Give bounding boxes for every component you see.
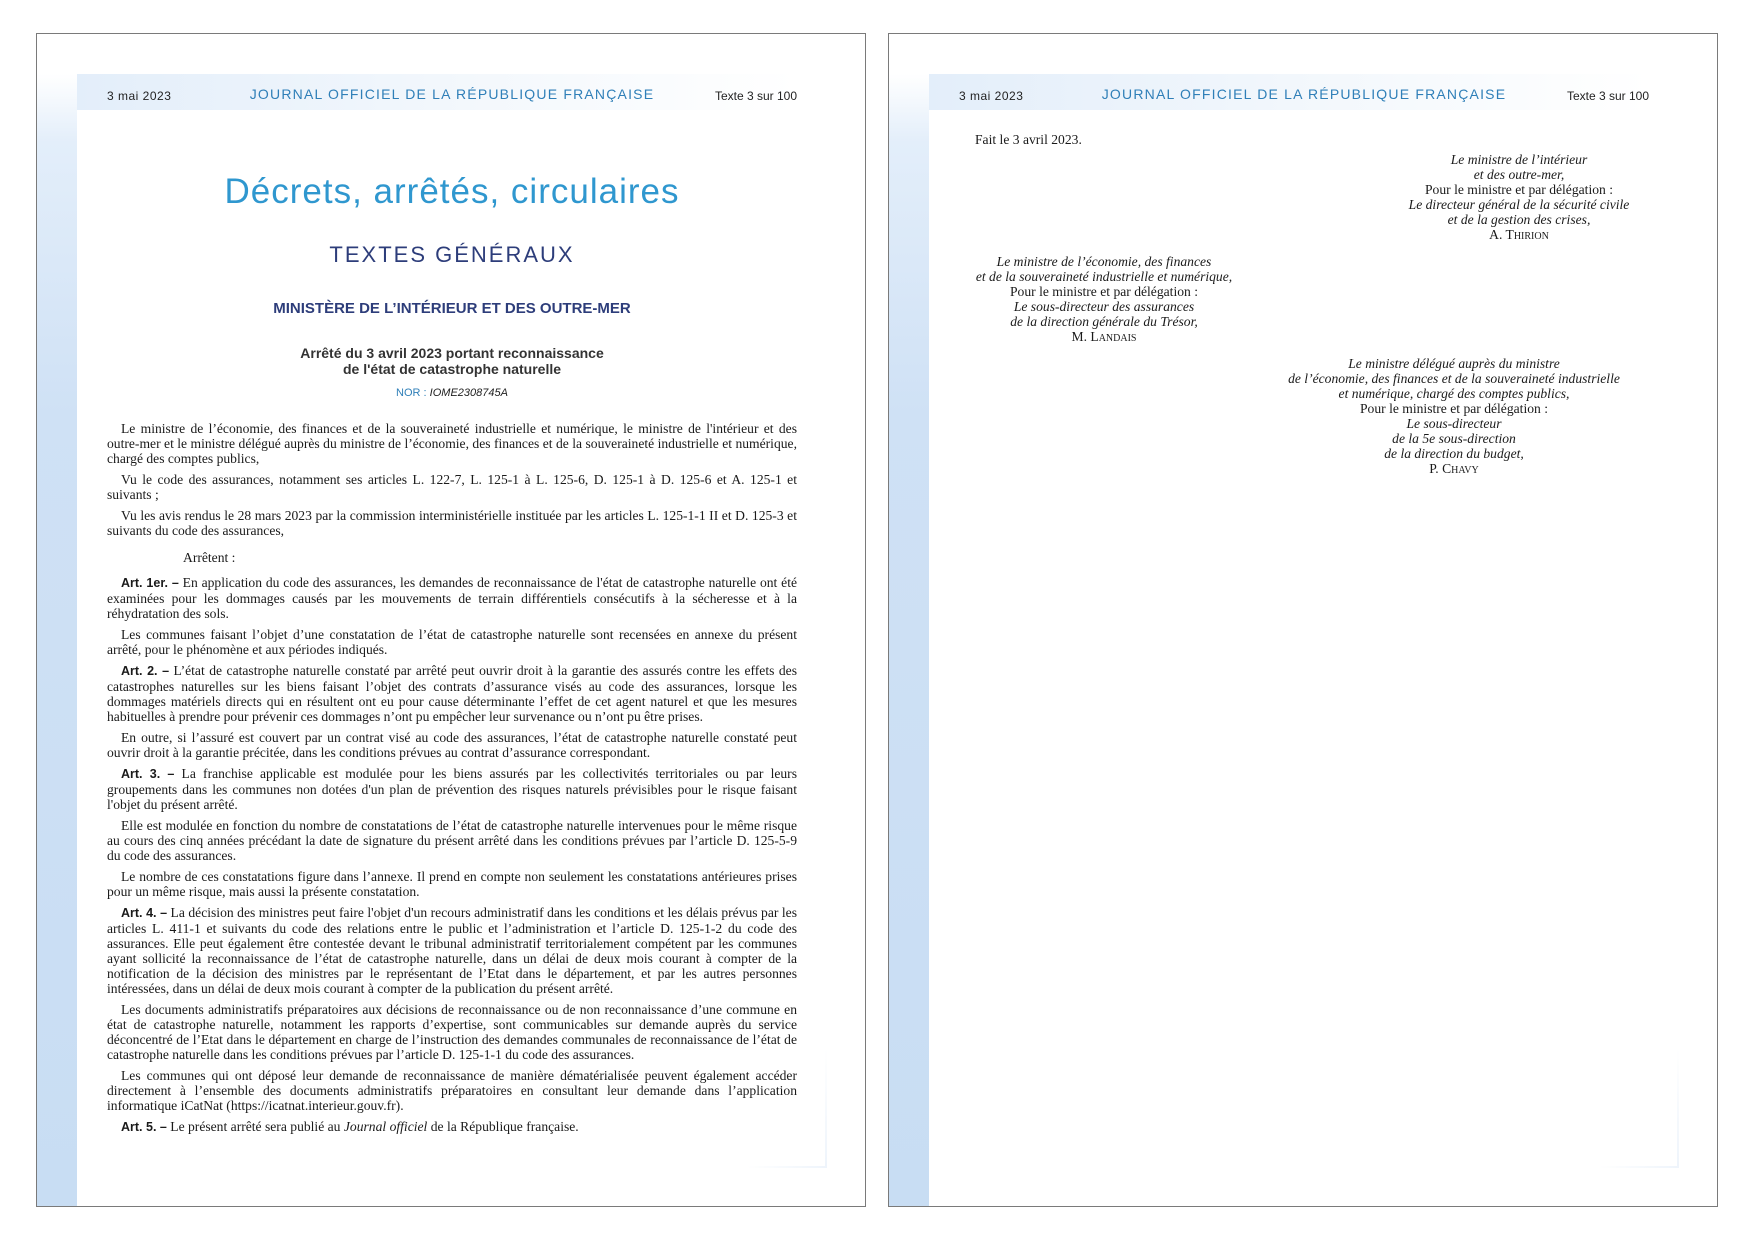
arrete-body xyxy=(107,421,797,1135)
article-2-paragraph-2: En outre, si l’assuré est couvert par un contrat visé au code des assurances, l’état de catastrophe naturelle constaté peut ouvrir droit à la garantie précitée, dans les conditions prévues au contrat d’assurance correspondant. xyxy=(107,730,797,760)
fait-le: Fait le 3 avril 2023. xyxy=(975,132,1082,147)
header-texte: Texte 3 sur 100 xyxy=(714,89,797,103)
article-5-pre: Le présent arrêté sera publié au xyxy=(170,1119,341,1134)
signature-line: Le sous-directeur des assurances xyxy=(1013,299,1195,314)
nor-label: NOR : xyxy=(396,387,427,399)
signature-line: de l’économie, des finances et de la souveraineté industrielle xyxy=(1288,371,1620,386)
preamble-paragraph: Vu les avis rendus le 28 mars 2023 par la commission interministérielle instituée par les articles L. 125-1-1 II et D. 125-3 et suivants du code des assurances, xyxy=(107,508,797,538)
page-right xyxy=(888,33,1718,1207)
section-subtitle: TEXTES GÉNÉRAUX xyxy=(329,242,575,267)
signature-line: Pour le ministre et par délégation : xyxy=(1010,284,1198,299)
signature-line: Le ministre de l’économie, des finances xyxy=(996,254,1212,269)
article-4-label: Art. 4. – xyxy=(121,906,168,920)
article-4 xyxy=(107,905,797,996)
frame-corner xyxy=(825,1048,827,1168)
journal-officiel-italic: Journal officiel xyxy=(343,1119,428,1134)
signatory-name: A. Thirion xyxy=(1489,227,1549,242)
article-5-label: Art. 5. – xyxy=(121,1120,167,1134)
header-date: 3 mai 2023 xyxy=(107,89,172,103)
article-4-paragraph-2: Les documents administratifs préparatoires aux décisions de reconnaissance ou de non reconnaissance d’une commune en état de catastrophe naturelle, notamment les rapports d’expertise, sont communicables sur demande auprès du service déconcentré de l’Etat dans le département en charge de l’instruction des demandes communales de reconnaissance de l’état de catastrophe naturelle dans les conditions prévues par l’article D. 125-1-1 du code des assurances. xyxy=(107,1002,797,1062)
header-date: 3 mai 2023 xyxy=(959,89,1024,103)
article-1-label: Art. 1er. – xyxy=(121,576,179,590)
header-journal: JOURNAL OFFICIEL DE LA RÉPUBLIQUE FRANÇAISE xyxy=(1101,86,1507,102)
signature-line: de la direction du budget, xyxy=(1384,446,1524,461)
signature-line: et numérique, chargé des comptes publics, xyxy=(1338,386,1570,401)
signature-line: de la direction générale du Trésor, xyxy=(1010,314,1198,329)
frame-corner-bottom xyxy=(1599,1166,1679,1168)
side-band xyxy=(37,74,77,1206)
header-texte: Texte 3 sur 100 xyxy=(1566,89,1649,103)
article-4-text: La décision des ministres peut faire l'objet d'un recours administratif dans les conditions et les délais prévus par les articles L. 411-1 et suivants du code des relations entre le public et l’administration et l’article D. 125-1-2 du code des assurances. Elle peut également être contestée devant le tribunal administratif territorialement compétent par les communes ayant sollicité la reconnaissance de l’état de catastrophe naturelle, dans un délai de deux mois courant à compter de la notification de la décision des ministres par le représentant de l’Etat dans le département, et par les autres personnes intéressées, dans un délai de deux mois courant à compter de la publication du présent arrêté. xyxy=(107,905,797,996)
article-1 xyxy=(107,575,797,621)
nor-value: IOME2308745A xyxy=(429,387,508,399)
article-3 xyxy=(107,766,797,812)
signature-line: Le sous-directeur xyxy=(1406,416,1502,431)
signature-line: Pour le ministre et par délégation : xyxy=(1425,182,1613,197)
article-2 xyxy=(107,663,797,724)
article-2-label: Art. 2. – xyxy=(121,664,170,678)
nor-reference xyxy=(107,387,797,399)
article-2-text: L’état de catastrophe naturelle constaté par arrêté peut ouvrir droit à la garantie des assurés contre les effets des catastrophes naturelles sur les biens faisant l’objet des contrats d’assurance visés au code des assurances, lorsque les dommages matériels directs qui en résultent ont eu pour cause déterminante l’effet de cet agent naturel et que les mesures habituelles à prendre pour prévenir ces dommages n’ont pu empêcher leur survenance ou n’ont pu être prises. xyxy=(107,663,798,724)
arrete-title xyxy=(107,345,797,377)
signature-line: et des outre-mer, xyxy=(1473,167,1565,182)
signature-block-comptes-publics xyxy=(1259,356,1649,476)
frame-corner xyxy=(1677,1048,1679,1168)
signature-line: de la 5e sous-direction xyxy=(1392,431,1516,446)
article-5-post: de la République française. xyxy=(430,1119,579,1134)
page-header xyxy=(107,86,797,110)
frame-corner-bottom xyxy=(747,1166,827,1168)
arrete-title-line-1: Arrêté du 3 avril 2023 portant reconnaissance xyxy=(300,345,604,361)
article-3-paragraph-3: Le nombre de ces constatations figure dans l’annexe. Il prend en compte non seulement les constatations antérieures prises pour un même risque, mais aussi la présente constatation. xyxy=(107,869,797,899)
article-3-text: La franchise applicable est modulée pour les biens assurés par les collectivités territoriales ou par leurs groupements dans les communes non dotées d'un plan de prévention des risques naturels prévisibles pour le risque faisant l'objet du présent arrêté. xyxy=(107,766,797,812)
preamble-paragraph: Le ministre de l’économie, des finances et de la souveraineté industrielle et numérique, le ministre de l'intérieur et des outre-mer et le ministre délégué auprès du ministre de l’économie, des finances et de la souveraineté industrielle et numérique, chargé des comptes publics, xyxy=(107,421,797,466)
arretent: Arrêtent : xyxy=(183,550,236,565)
article-3-paragraph-2: Elle est modulée en fonction du nombre de constatations de l’état de catastrophe naturelle intervenues pour le même risque au cours des cinq années précédant la date de signature du présent arrêté dans les conditions prévues par l’article D. 125-5-9 du code des assurances. xyxy=(107,818,797,863)
section-title: Décrets, arrêtés, circulaires xyxy=(224,172,680,211)
signature-block-economie xyxy=(939,254,1269,344)
article-4-paragraph-3: Les communes qui ont déposé leur demande de reconnaissance de manière dématérialisée peuvent également accéder directement à l’ensemble des documents administratifs préparatoires en consultant leur demande dans l’application informatique iCatNat (https://icatnat.interieur.gouv.fr). xyxy=(107,1068,797,1113)
ministry-heading: MINISTÈRE DE L’INTÉRIEUR ET DES OUTRE-MER xyxy=(273,300,631,317)
signature-line: Le directeur général de la sécurité civile xyxy=(1408,197,1630,212)
signature-line: Le ministre délégué auprès du ministre xyxy=(1348,356,1560,371)
signature-block-interieur xyxy=(1369,152,1669,242)
article-5 xyxy=(107,1119,797,1135)
signatory-name: M. Landais xyxy=(1071,329,1137,344)
side-band xyxy=(889,74,929,1206)
preamble-paragraph: Vu le code des assurances, notamment ses articles L. 122-7, L. 125-1 à L. 125-6, D. 125-1 à D. 125-6 et A. 125-1 et suivants ; xyxy=(107,472,797,502)
signature-line: et de la gestion des crises, xyxy=(1447,212,1591,227)
signature-line: et de la souveraineté industrielle et numérique, xyxy=(975,269,1233,284)
signatory-name: P. Chavy xyxy=(1429,461,1479,476)
signature-line: Pour le ministre et par délégation : xyxy=(1360,401,1548,416)
article-3-label: Art. 3. – xyxy=(121,767,175,781)
header-journal: JOURNAL OFFICIEL DE LA RÉPUBLIQUE FRANÇAISE xyxy=(249,86,655,102)
article-1-paragraph-2: Les communes faisant l’objet d’une constatation de l’état de catastrophe naturelle sont recensées en annexe du présent arrêté, pour le phénomène et aux périodes indiqués. xyxy=(107,627,797,657)
page-header xyxy=(959,86,1649,110)
arrete-title-line-2: de l'état de catastrophe naturelle xyxy=(342,361,562,377)
left-content xyxy=(107,132,797,1141)
signature-line: Le ministre de l’intérieur xyxy=(1450,152,1588,167)
page-left xyxy=(36,33,866,1207)
article-1-text: En application du code des assurances, les demandes de reconnaissance de l'état de catastrophe naturelle ont été examinées pour les dommages causés par les mouvements de terrain différentiels consécutifs à la sécheresse et à la réhydratation des sols. xyxy=(107,575,797,621)
